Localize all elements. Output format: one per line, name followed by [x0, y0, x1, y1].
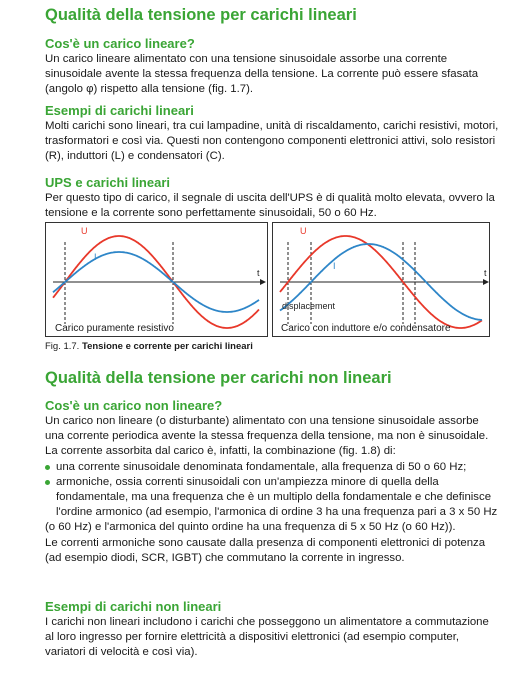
heading-linear-examples: Esempi di carichi lineari — [45, 103, 194, 118]
heading-what-is-linear: Cos'è un carico lineare? — [45, 36, 195, 51]
panel-right-frame — [273, 223, 490, 337]
paragraph-harmonic-order: (o 60 Hz) e l'armonica del quinto ordine ha una frequenza di 5 x 50 Hz (o 60 Hz)). — [45, 521, 456, 534]
nonlinear-body — [45, 414, 500, 566]
heading-nonlinear-examples: Esempi di carichi non lineari — [45, 599, 222, 614]
panel-left-caption: Carico puramente resistivo — [55, 323, 174, 334]
paragraph-harmonic-cause: Le correnti armoniche sono causate dalla presenza di componenti elettronici di potenza (ad esempio diodi, SCR, IGBT) che commutano la corrente in ingresso. — [45, 536, 486, 564]
panel-left-label-i: I — [94, 252, 97, 262]
section-title-nonlinear: Qualità della tensione per carichi non lineari — [45, 369, 392, 387]
figure-caption-text: Tensione e corrente per carichi lineari — [81, 341, 253, 352]
panel-left-frame — [46, 223, 268, 337]
figure-1-7 — [45, 222, 490, 337]
paragraph-nonlinear-definition: Un carico non lineare (o disturbante) alimentato con una tensione sinusoidale assorbe una corrente periodica avente la stessa frequenza della tensione, ma non è sinusoidale. — [45, 415, 489, 443]
figure-caption-number: Fig. 1.7. — [45, 341, 80, 352]
section-title-linear: Qualità della tensione per carichi lineari — [45, 6, 357, 24]
paragraph-linear-examples: Molti carichi sono lineari, tra cui lampadine, unità di riscaldamento, carichi resistivi, motori, trasformatori e così via. Questi non contengono componenti elettronici attivi, solo resistori (R), induttori (L) e condensatori (C). — [45, 120, 499, 163]
panel-left-label-t: t — [257, 268, 260, 278]
panel-right-caption: Carico con induttore e/o condensatore — [281, 323, 451, 334]
panel-right-label-u: U — [300, 226, 307, 236]
heading-what-is-nonlinear: Cos'è un carico non lineare? — [45, 398, 223, 413]
displacement-label: displacement — [282, 301, 336, 311]
panel-right-label-i: I — [333, 261, 336, 271]
panel-right-label-t: t — [484, 268, 487, 278]
heading-ups-linear: UPS e carichi lineari — [45, 175, 171, 190]
figure-caption — [45, 341, 253, 352]
figure-waveforms — [45, 222, 490, 337]
panel-left-label-u: U — [81, 226, 88, 236]
paragraph-ups-linear: Per questo tipo di carico, il segnale di uscita dell'UPS è di qualità molto elevata, ovvero la tensione e la corrente sono perfettamente sinusoidali, 50 o 60 Hz. — [45, 192, 495, 220]
bullet-fundamental: una corrente sinusoidale denominata fondamentale, alla frequenza di 50 o 60 Hz; — [45, 460, 500, 475]
bullet-harmonics: armoniche, ossia correnti sinusoidali con un'ampiezza minore di quella della fondamentale, ma una frequenza che è un multiplo della fondamentale e che definisce l'ordine armonico (ad esempio, l'armonica di ordine 3 ha una frequenza pari a 3 x 50 Hz — [45, 475, 500, 521]
paragraph-nonlinear-combination: La corrente assorbita dal carico è, infatti, la combinazione (fig. 1.8) di: — [45, 445, 396, 458]
paragraph-nonlinear-examples: I carichi non lineari includono i carichi che posseggono un alimentatore a commutazione al loro ingresso per fornire elettricità a dispositivi elettronici (ad esempio computer, variatori di velocità e così via). — [45, 616, 489, 659]
paragraph-linear-definition: Un carico lineare alimentato con una tensione sinusoidale assorbe una corrente sinusoidale avente la stessa frequenza della tensione. La corrente può essere sfasata (angolo φ) rispetto alla tensione (fig. 1.7). — [45, 53, 479, 96]
